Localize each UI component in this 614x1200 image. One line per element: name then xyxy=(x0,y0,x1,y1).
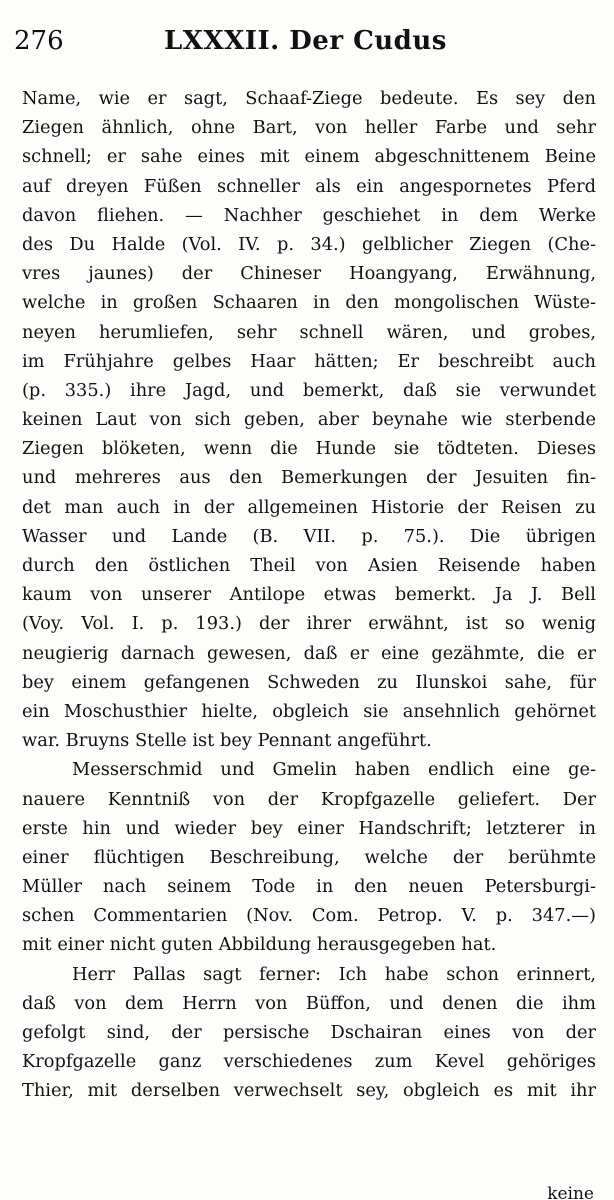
text-line: kaum von unserer Antilope etwas bemerkt. Ja J. Bell xyxy=(22,584,596,606)
text-line: und mehreres aus den Bemerkungen der Jesuiten fin- xyxy=(22,467,596,489)
text-line: neugierig darnach gewesen, daß er eine gezähmte, die er xyxy=(22,642,596,664)
text-line: neyen herumliefen, sehr schnell wären, und grobes, xyxy=(22,321,596,343)
text-line: davon fliehen. — Nachher geschiehet in dem Werke xyxy=(22,204,596,226)
text-line: ein Moschusthier hielte, obgleich sie ansehnlich gehörnet xyxy=(22,700,596,722)
text-line: Kropfgazelle ganz verschiedenes zum Kevel gehöriges xyxy=(22,1051,596,1073)
text-line: auf dreyen Füßen schneller als ein angespornetes Pferd xyxy=(22,175,596,197)
text-line: (Voy. Vol. I. p. 193.) der ihrer erwähnt, ist so wenig xyxy=(22,613,596,635)
paragraph xyxy=(22,755,596,959)
page-header xyxy=(14,12,600,56)
text-line: Thier, mit derselben verwechselt sey, obgleich es mit ihr xyxy=(22,1080,596,1102)
text-line: schen Commentarien (Nov. Com. Petrop. V. p. 347.—) xyxy=(22,905,596,927)
text-line: Herr Pallas sagt ferner: Ich habe schon erinnert, xyxy=(72,963,596,985)
text-line: vres jaunes) der Chineser Hoangyang, Erwähnung, xyxy=(22,263,596,285)
text-line: des Du Halde (Vol. IV. p. 34.) gelblicher Ziegen (Che- xyxy=(22,233,596,255)
text-line: war. Bruyns Stelle ist bey Pennant angeführt. xyxy=(22,730,432,752)
text-line: Ziegen ähnlich, ohne Bart, von heller Farbe und sehr xyxy=(22,117,596,139)
text-line: welche in großen Schaaren in den mongolischen Wüste- xyxy=(22,292,596,314)
body-text xyxy=(22,84,596,1106)
text-line: bey einem gefangenen Schweden zu Ilunskoi sahe, für xyxy=(22,671,596,693)
text-line: keinen Laut von sich geben, aber beynahe wie sterbende xyxy=(22,409,596,431)
text-line: Ziegen blöketen, wenn die Hunde sie tödteten. Dieses xyxy=(22,438,596,460)
text-line: det man auch in der allgemeinen Historie der Reisen zu xyxy=(22,496,596,518)
text-line: gefolgt sind, der persische Dschairan eines von der xyxy=(22,1022,596,1043)
text-line: Müller nach seinem Tode in den neuen Petersburgi- xyxy=(22,876,596,898)
text-line: Name, wie er sagt, Schaaf-Ziege bedeute. Es sey den xyxy=(22,88,596,109)
text-line: schnell; er sahe eines mit einem abgeschnittenem Beine xyxy=(22,146,596,168)
paragraph xyxy=(22,960,596,1106)
page-number: 276 xyxy=(14,26,64,56)
running-title: LXXXII. Der Cudus xyxy=(164,26,447,56)
text-line: mit einer nicht guten Abbildung herausgegeben hat. xyxy=(22,934,497,956)
paragraph xyxy=(22,84,596,755)
catchword: keine xyxy=(547,1184,594,1200)
text-line: daß von dem Herrn von Büffon, und denen die ihm xyxy=(22,992,596,1014)
text-line: durch den östlichen Theil von Asien Reisende haben xyxy=(22,555,596,576)
text-line: (p. 335.) ihre Jagd, und bemerkt, daß sie verwundet xyxy=(22,379,596,401)
text-line: Wasser und Lande (B. VII. p. 75.). Die übrigen xyxy=(22,525,596,547)
text-line: erste hin und wieder bey einer Handschrift; letzterer in xyxy=(22,817,596,839)
text-line: Messerschmid und Gmelin haben endlich eine ge- xyxy=(72,759,596,781)
text-line: nauere Kenntniß von der Kropfgazelle geliefert. Der xyxy=(22,788,596,810)
text-line: einer flüchtigen Beschreibung, welche der berühmte xyxy=(22,846,596,868)
text-line: im Frühjahre gelbes Haar hätten; Er beschreibt auch xyxy=(22,350,596,372)
